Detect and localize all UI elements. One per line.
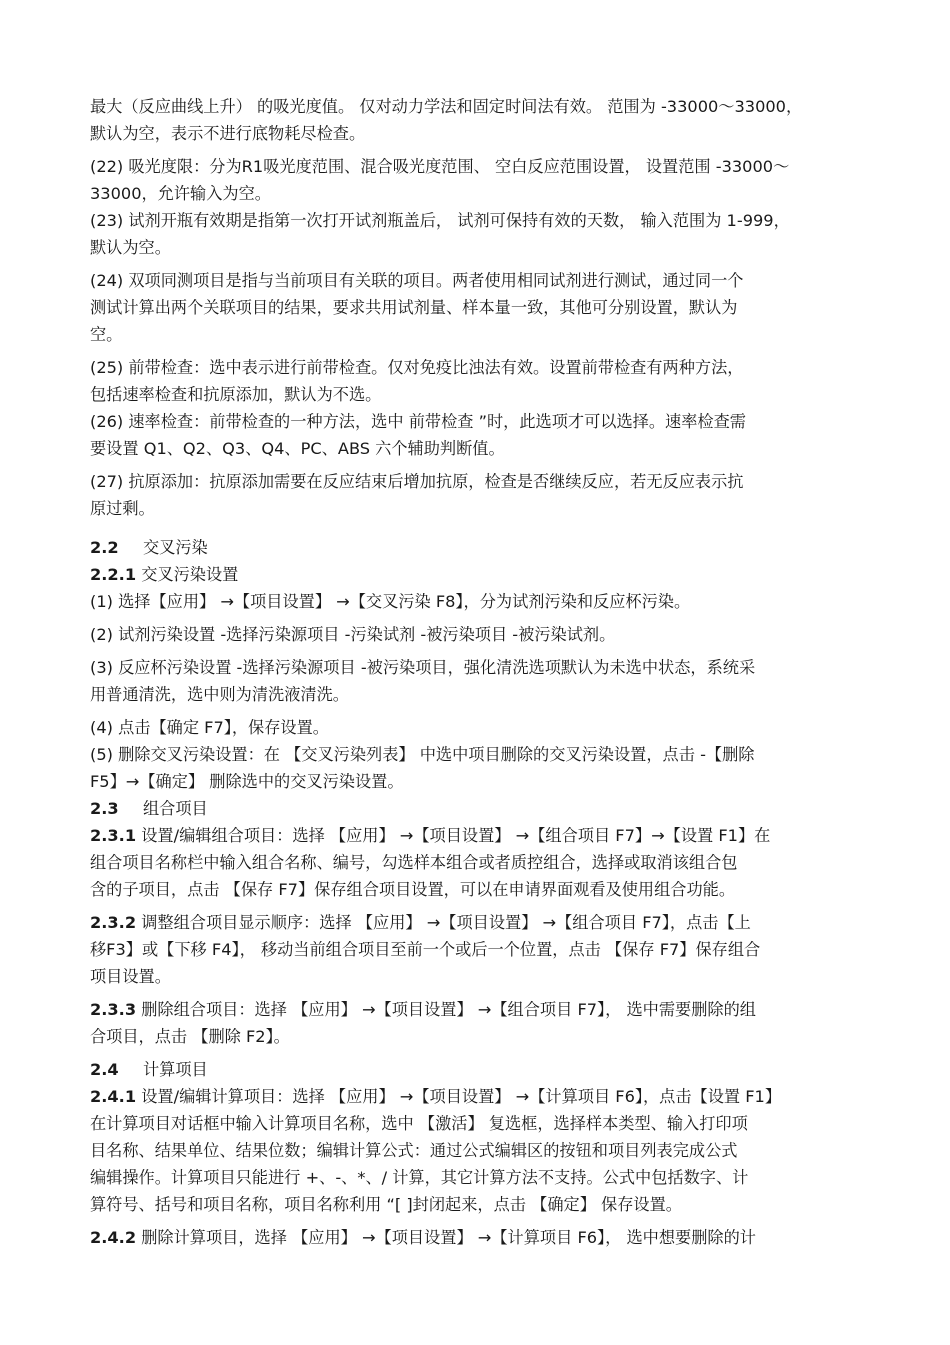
section-title: 组合项目 (143, 799, 208, 818)
text-line: (2) 试剂污染设置 -选择污染源项目 -污染试剂 -被污染项目 -被污染试剂。 (90, 625, 616, 644)
section-heading-2-2 (90, 534, 870, 561)
text-line: 编辑操作。计算项目只能进行 +、-、*、/ 计算，其它计算方法不支持。公式中包括数字、计 (90, 1168, 749, 1187)
text-line: 包括速率检查和抗原添加，默认为不选。 (90, 385, 382, 404)
section-number: 2.3 (90, 799, 119, 818)
section-number: 2.2.1 (90, 565, 137, 584)
section-title: 交叉污染 (143, 538, 208, 557)
text-line: (25) 前带检查：选中表示进行前带检查。仅对免疫比浊法有效。设置前带检查有两种方法， (90, 358, 744, 377)
text-line: 移F3】或【下移 F4】， 移动当前组合项目至前一个或后一个位置，点击 【保存 F7】保存组合 (90, 940, 761, 959)
para-2-3-2-line (90, 909, 870, 936)
section-number: 2.4.1 (90, 1087, 137, 1106)
text-line: 原过剩。 (90, 499, 155, 518)
text-line: (4) 点击【确定 F7】，保存设置。 (90, 718, 329, 737)
para-2-3-1-line (90, 822, 870, 849)
section-number: 2.2 (90, 538, 119, 557)
text-line: 合项目，点击 【删除 F2】。 (90, 1027, 290, 1046)
section-number: 2.4 (90, 1060, 119, 1079)
para-2-3-3-line (90, 996, 870, 1023)
section-number: 2.3.1 (90, 826, 137, 845)
document-page (90, 93, 870, 1251)
text-line: (23) 试剂开瓶有效期是指第一次打开试剂瓶盖后， 试剂可保持有效的天数， 输入范围为 1-999， (90, 211, 790, 230)
para-2-4-1-line (90, 1083, 870, 1110)
para-text: 删除计算项目，选择 【应用】 →【项目设置】 →【计算项目 F6】， 选中想要删除的计 (136, 1228, 756, 1247)
para-text: 删除组合项目：选择 【应用】 →【项目设置】 →【组合项目 F7】， 选中需要删除的组 (136, 1000, 756, 1019)
text-line: (24) 双项同测项目是指与当前项目有关联的项目。两者使用相同试剂进行测试，通过同一个 (90, 271, 744, 290)
text-line: 组合项目名称栏中输入组合名称、编号，勾选样本组合或者质控组合，选择或取消该组合包 (90, 853, 738, 872)
section-title: 交叉污染设置 (141, 565, 239, 584)
para-text: 设置/编辑组合项目：选择 【应用】 →【项目设置】 →【组合项目 F7】→【设置 F1】在 (136, 826, 771, 845)
text-line: 含的子项目，点击 【保存 F7】保存组合项目设置，可以在申请界面观看及使用组合功能。 (90, 880, 736, 899)
section-heading-2-3 (90, 795, 870, 822)
text-line: 默认为空，表示不进行底物耗尽检查。 (90, 124, 366, 143)
text-line: 项目设置。 (90, 967, 171, 986)
text-line: 空。 (90, 325, 123, 344)
section-number: 2.3.2 (90, 913, 137, 932)
para-text: 设置/编辑计算项目：选择 【应用】 →【项目设置】 →【计算项目 F6】，点击【设置 F1】 (136, 1087, 782, 1106)
text-line: (3) 反应杯污染设置 -选择污染源项目 -被污染项目，强化清洗选项默认为未选中状态，系统采 (90, 658, 756, 677)
text-line: 目名称、结果单位、结果位数；编辑计算公式：通过公式编辑区的按钮和项目列表完成公式 (90, 1141, 738, 1160)
text-line: (27) 抗原添加：抗原添加需要在反应结束后增加抗原，检查是否继续反应，若无反应表示抗 (90, 472, 744, 491)
section-title: 计算项目 (143, 1060, 208, 1079)
text-line: (5) 删除交叉污染设置：在 【交叉污染列表】 中选中项目删除的交叉污染设置，点击 -【删除 (90, 745, 755, 764)
text-line: 测试计算出两个关联项目的结果，要求共用试剂量、样本量一致，其他可分别设置，默认为 (90, 298, 738, 317)
text-line: (22) 吸光度限：分为R1吸光度范围、混合吸光度范围、 空白反应范围设置， 设置范围 -33000～ (90, 157, 790, 176)
text-line: 算符号、括号和项目名称，项目名称利用 “[ ]封闭起来，点击 【确定】 保存设置。 (90, 1195, 682, 1214)
para-text: 调整组合项目显示顺序：选择 【应用】 →【项目设置】 →【组合项目 F7】，点击【上 (136, 913, 751, 932)
section-heading-2-2-1 (90, 561, 870, 588)
text-line: (1) 选择【应用】 →【项目设置】 →【交叉污染 F8】，分为试剂污染和反应杯污染。 (90, 592, 691, 611)
section-heading-2-4 (90, 1056, 870, 1083)
text-line: 33000，允许输入为空。 (90, 184, 271, 203)
para-2-4-2-line (90, 1224, 870, 1251)
text-line: (26) 速率检查：前带检查的一种方法，选中 前带检查 ”时，此选项才可以选择。速率检查需 (90, 412, 746, 431)
text-line: 在计算项目对话框中输入计算项目名称，选中 【激活】 复选框，选择样本类型、输入打印项 (90, 1114, 748, 1133)
section-number: 2.3.3 (90, 1000, 137, 1019)
text-line: 要设置 Q1、Q2、Q3、Q4、PC、ABS 六个辅助判断值。 (90, 439, 505, 458)
text-line: F5】→【确定】 删除选中的交叉污染设置。 (90, 772, 404, 791)
section-number: 2.4.2 (90, 1228, 137, 1247)
text-line: 默认为空。 (90, 238, 171, 257)
text-line: 用普通清洗，选中则为清洗液清洗。 (90, 685, 349, 704)
text-line: 最大（反应曲线上升） 的吸光度值。 仅对动力学法和固定时间法有效。 范围为 -33000～33000， (90, 97, 803, 116)
